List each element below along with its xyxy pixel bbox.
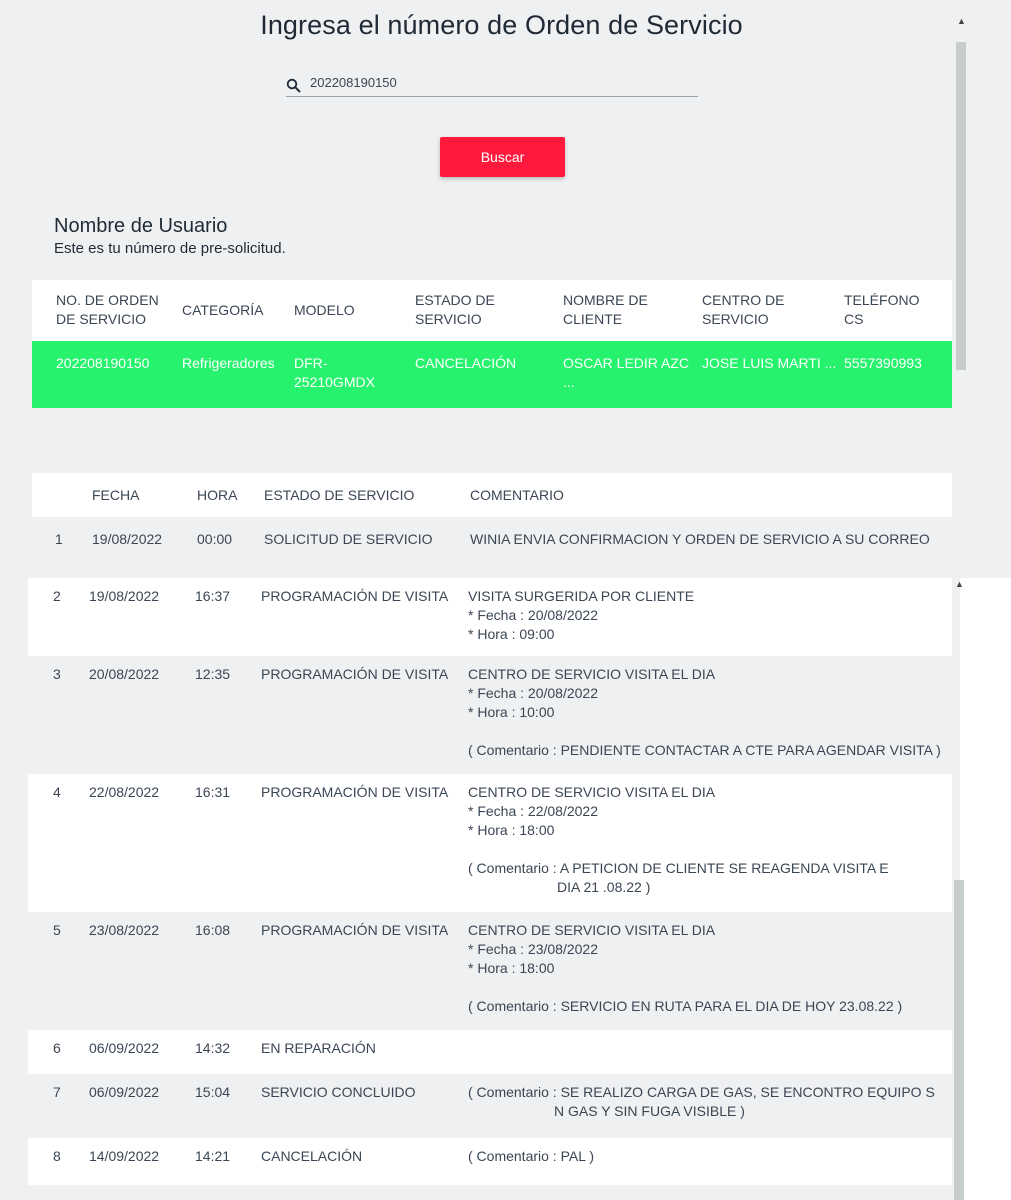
scroll-up-arrow[interactable]: ▲ [955, 579, 964, 589]
history-row [28, 578, 952, 656]
row-status: SERVICIO CONCLUIDO [261, 1084, 416, 1100]
col-date: FECHA [92, 487, 140, 503]
row-time: 14:32 [195, 1040, 231, 1056]
row-status: PROGRAMACIÓN DE VISITA [261, 784, 449, 800]
scroll-up-arrow[interactable]: ▲ [957, 16, 966, 26]
row-status: EN REPARACIÓN [261, 1040, 376, 1056]
col-category: CATEGORÍA [182, 302, 264, 318]
row-time: 16:08 [195, 922, 231, 938]
history-row [32, 517, 952, 578]
row-number: 6 [53, 1040, 61, 1056]
row-comment: ( Comentario : PAL ) [468, 1148, 595, 1164]
row-comment: ( Comentario : SE REALIZO CARGA DE GAS, SE ENCONTRO EQUIPO S N GAS Y SIN FUGA VISIBLE ) [468, 1084, 935, 1119]
user-name: Nombre de Usuario [54, 215, 228, 237]
col-client: NOMBRE DE CLIENTE [563, 292, 648, 327]
row-date: 23/08/2022 [89, 922, 160, 938]
row-comment: CENTRO DE SERVICIO VISITA EL DIA * Fecha : 23/08/2022 * Hora : 18:00 ( Comentario : SERVICIO EN RUTA PARA EL DIA DE HOY 23.08.22 ) [468, 922, 903, 1014]
col-history-status: ESTADO DE SERVICIO [264, 487, 415, 503]
row-time: 12:35 [195, 666, 231, 682]
history-row [28, 912, 952, 1030]
row-number: 7 [53, 1084, 61, 1100]
row-status: PROGRAMACIÓN DE VISITA [261, 588, 449, 604]
row-number: 2 [53, 588, 61, 604]
order-row[interactable] [32, 341, 952, 408]
history-row [28, 1185, 952, 1200]
row-status: SOLICITUD DE SERVICIO [264, 531, 433, 547]
order-phone: 5557390993 [844, 355, 922, 371]
row-time: 14:21 [195, 1148, 231, 1164]
col-comment: COMENTARIO [470, 487, 564, 503]
row-time: 16:37 [195, 588, 231, 604]
scrollbar-thumb[interactable] [956, 42, 966, 370]
order-center: JOSE LUIS MARTI ... [702, 355, 837, 371]
order-model: DFR- 25210GMDX [294, 355, 375, 390]
orders-table-header [32, 280, 952, 341]
order-client: OSCAR LEDIR AZC ... [563, 355, 690, 390]
page-title: Ingresa el número de Orden de Servicio [260, 10, 743, 40]
row-comment: VISITA SURGERIDA POR CLIENTE * Fecha : 20/08/2022 * Hora : 09:00 [468, 588, 695, 642]
history-row [28, 1030, 952, 1074]
row-time: 16:31 [195, 784, 231, 800]
search-button[interactable]: Buscar [440, 137, 565, 177]
row-comment: WINIA ENVIA CONFIRMACION Y ORDEN DE SERVICIO A SU CORREO [470, 531, 930, 547]
row-number: 1 [55, 531, 63, 547]
row-date: 19/08/2022 [89, 588, 160, 604]
col-model: MODELO [294, 302, 355, 318]
col-order-number: NO. DE ORDEN DE SERVICIO [56, 292, 159, 327]
row-comment: CENTRO DE SERVICIO VISITA EL DIA * Fecha : 20/08/2022 * Hora : 10:00 ( Comentario : PENDIENTE CONTACTAR A CTE PARA AGENDAR VISITA ) [468, 666, 941, 758]
row-comment: CENTRO DE SERVICIO VISITA EL DIA * Fecha : 22/08/2022 * Hora : 18:00 ( Comentario : A PETICION DE CLIENTE SE REAGENDA VISITA E DIA 21 .08.22 ) [468, 784, 889, 895]
row-status: PROGRAMACIÓN DE VISITA [261, 666, 449, 682]
row-number: 8 [53, 1148, 61, 1164]
row-number: 3 [53, 666, 61, 682]
row-status: PROGRAMACIÓN DE VISITA [261, 922, 449, 938]
row-status: CANCELACIÓN [261, 1148, 363, 1164]
row-date: 20/08/2022 [89, 666, 160, 682]
history-row [28, 774, 952, 912]
order-number-input[interactable] [310, 72, 690, 92]
order-number: 202208190150 [56, 355, 150, 371]
history-row [28, 1074, 952, 1138]
col-status: ESTADO DE SERVICIO [415, 292, 495, 327]
col-time: HORA [197, 487, 238, 503]
row-number: 5 [53, 922, 61, 938]
scrollbar-thumb[interactable] [954, 880, 964, 1200]
row-date: 14/09/2022 [89, 1148, 160, 1164]
user-subtitle: Este es tu número de pre-solicitud. [54, 240, 286, 257]
row-number: 4 [53, 784, 61, 800]
row-date: 06/09/2022 [89, 1084, 160, 1100]
col-center: CENTRO DE SERVICIO [702, 292, 785, 327]
row-date: 22/08/2022 [89, 784, 160, 800]
row-time: 15:04 [195, 1084, 231, 1100]
row-time: 00:00 [197, 531, 233, 547]
search-box[interactable] [286, 70, 698, 97]
screenshot-bottom [0, 578, 1011, 1200]
history-row [28, 656, 952, 774]
row-date: 19/08/2022 [92, 531, 163, 547]
order-category: Refrigeradores [182, 355, 275, 371]
history-row [28, 1138, 952, 1185]
col-phone: TELÉFONO CS [844, 292, 920, 327]
search-icon [286, 78, 302, 94]
history-table-header [32, 473, 952, 517]
order-status: CANCELACIÓN [415, 355, 517, 371]
row-date: 06/09/2022 [89, 1040, 160, 1056]
